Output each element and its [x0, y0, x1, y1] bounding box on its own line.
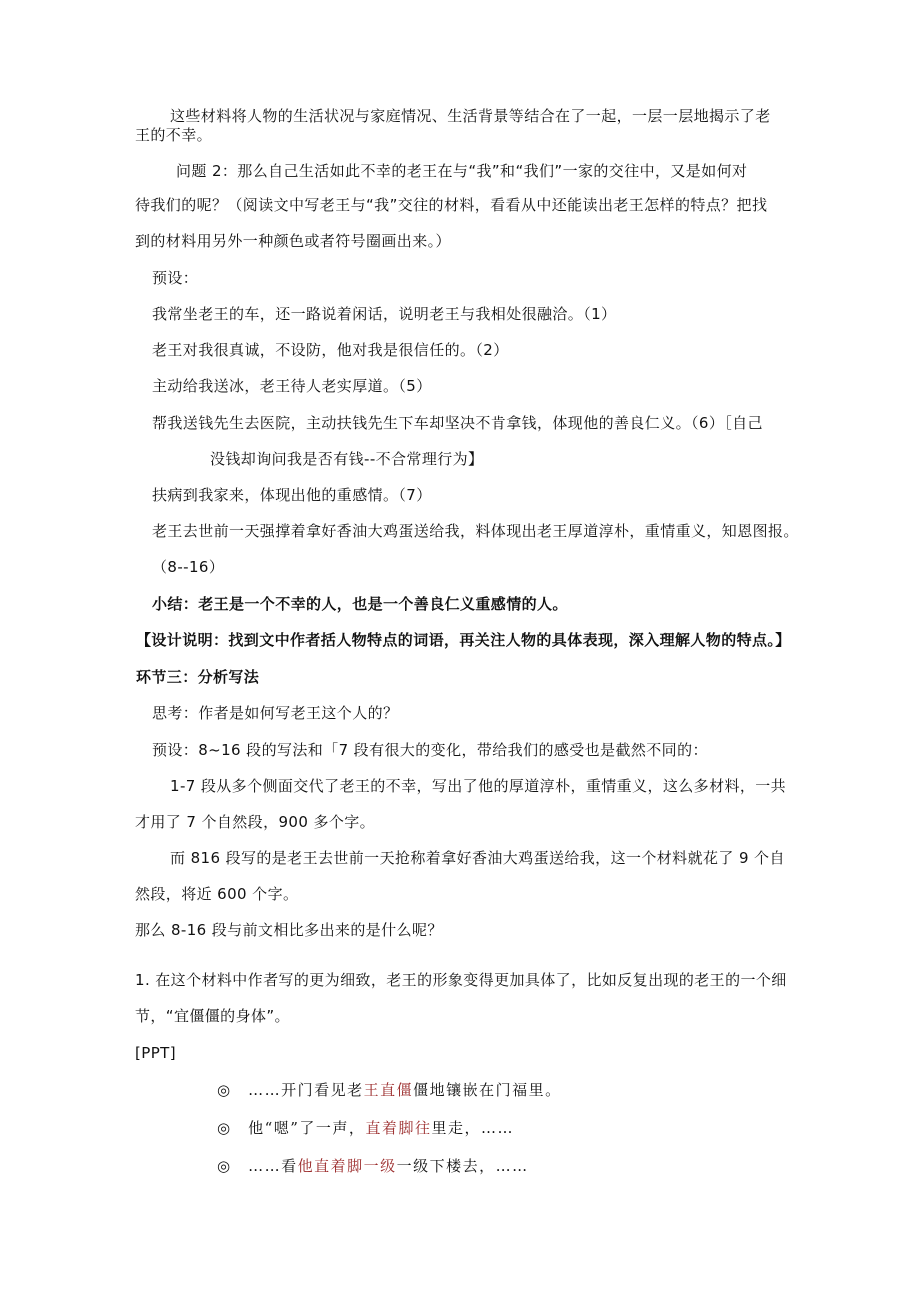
section-heading: 环节三：分析写法 — [136, 668, 260, 686]
paragraph-line: 而 816 段写的是老王去世前一天抢称着拿好香油大鸡蛋送给我，这一个材料就花了 9 个自 — [170, 849, 785, 867]
paragraph-line: 这些材料将人物的生活状况与家庭情况、生活背景等结合在了一起，一层一层地揭示了老 — [170, 107, 771, 125]
paragraph-line: 预设：8~16 段的写法和「7 段有很大的变化，带给我们的感受也是截然不同的： — [152, 741, 708, 759]
list-item: 我常坐老王的车，还一路说着闲话，说明老王与我相处很融洽。（1） — [152, 305, 617, 323]
paragraph-line: 才用了 7 个自然段，900 多个字。 — [135, 813, 376, 831]
quote-text: 僵地镶嵌在门福里。 — [413, 1081, 562, 1099]
question-2-line: 待我们的呢？（阅读文中写老王与“我”交往的材料，看看从中还能读出老王怎样的特点？把找 — [135, 196, 768, 214]
ppt-label: [PPT] — [135, 1044, 176, 1062]
ppt-quote-line — [217, 1118, 514, 1138]
quote-text: ◎ 他“嗯”了一声， — [217, 1119, 366, 1137]
paragraph-line: 1-7 段从多个侧面交代了老王的不幸，写出了他的厚道淳朴，重情重义，这么多材料，一共 — [170, 777, 787, 795]
design-note: 【设计说明：找到文中作者括人物特点的词语，再关注人物的具体表现，深入理解人物的特点。】 — [136, 631, 791, 649]
quote-text: 里走，…… — [431, 1119, 514, 1137]
highlighted-text: 直着脚往 — [365, 1119, 432, 1137]
quote-text: 一级下楼去，…… — [396, 1157, 529, 1175]
list-item: 老王对我很真诚，不设防，他对我是很信任的。（2） — [152, 341, 509, 359]
paragraph-line: 那么 8-16 段与前文相比多出来的是什么呢？ — [135, 921, 443, 939]
list-item: （8--16） — [152, 558, 225, 576]
quote-text: ◎ ……看 — [217, 1157, 298, 1175]
list-item: 扶病到我家来，体现出他的重感情。（7） — [152, 486, 432, 504]
quote-text: ◎ ……开门看见老 — [217, 1081, 364, 1099]
summary-line: 小结：老王是一个不幸的人，也是一个善良仁义重感情的人。 — [152, 595, 568, 613]
paragraph-line: 思考：作者是如何写老王这个人的？ — [152, 704, 399, 722]
paragraph-line: 1. 在这个材料中作者写的更为细致，老王的形象变得更加具体了，比如反复出现的老王的一个细 — [135, 971, 787, 989]
ppt-quote-line — [217, 1156, 529, 1176]
highlighted-text: 他直着脚一级 — [297, 1157, 397, 1175]
list-item: 没钱却询问我是否有钱--不合常理行为】 — [210, 450, 484, 468]
ppt-quote-line — [217, 1080, 562, 1100]
paragraph-line: 王的不幸。 — [135, 126, 213, 144]
list-item: 帮我送钱先生去医院，主动扶钱先生下车却坚决不肯拿钱，体现他的善良仁义。（6）［自己 — [152, 414, 763, 432]
list-item: 主动给我送冰，老王待人老实厚道。（5） — [152, 377, 432, 395]
question-2-line: 问题 2：那么自己生活如此不幸的老王在与“我”和“我们”一家的交往中，又是如何对 — [176, 162, 748, 180]
highlighted-text: 王直僵 — [363, 1081, 414, 1099]
question-2-line: 到的材料用另外一种颜色或者符号圈画出来。） — [135, 232, 451, 250]
preset-label: 预设： — [152, 269, 199, 287]
paragraph-line: 然段，将近 600 个字。 — [135, 885, 299, 903]
list-item: 老王去世前一天强撑着拿好香油大鸡蛋送给我，料体现出老王厚道淳朴，重情重义，知恩图报。 — [152, 522, 799, 540]
paragraph-line: 节，“宜僵僵的身体”。 — [135, 1007, 290, 1025]
